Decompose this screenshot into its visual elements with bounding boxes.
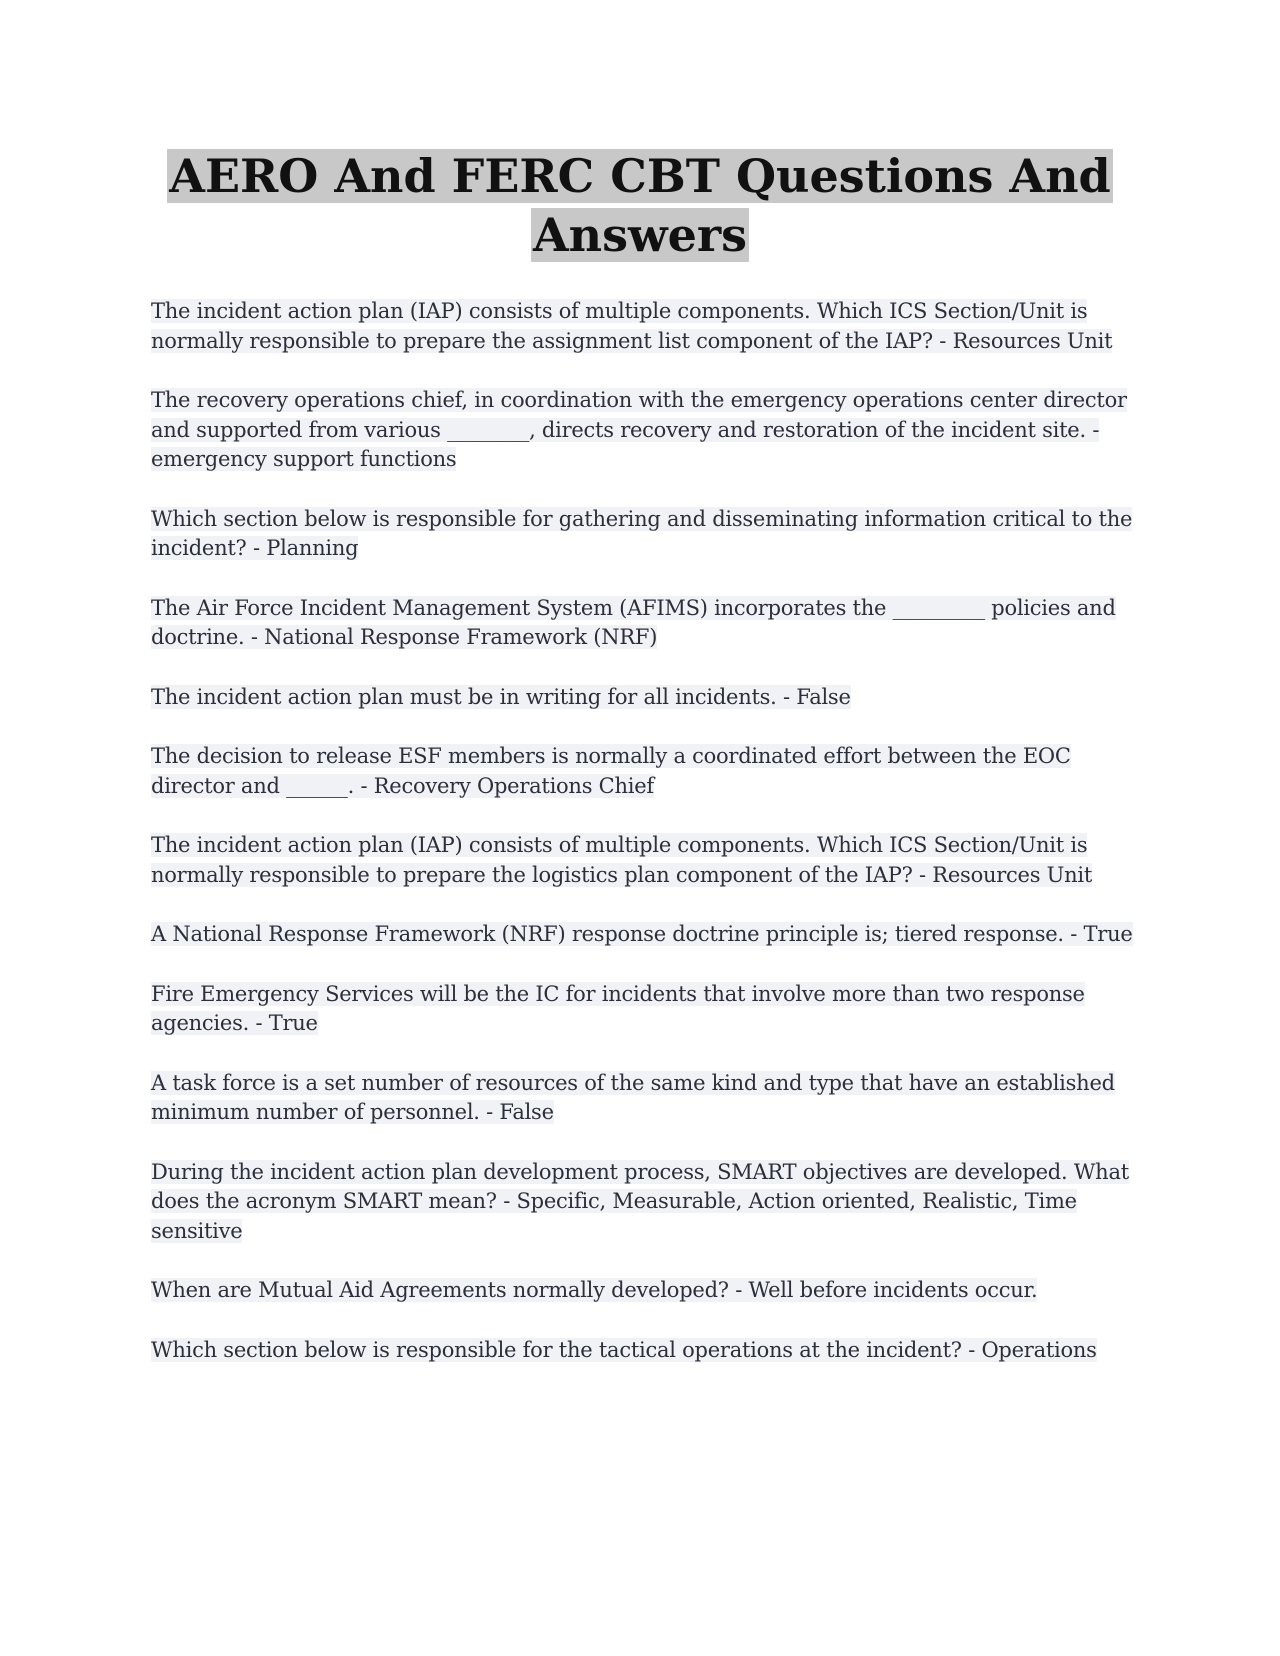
qa-text: When are Mutual Aid Agreements normally developed? - Well before incidents occur. — [151, 1278, 1038, 1302]
qa-text: A National Response Framework (NRF) response doctrine principle is; tiered response. - True — [151, 922, 1133, 946]
qa-text: During the incident action plan development process, SMART objectives are developed. What does the acronym SMART mean? - Specific, Measurable, Action oriented, Realistic, Time sensitive — [151, 1159, 1129, 1243]
qa-item — [151, 920, 1141, 950]
qa-item — [151, 1276, 1141, 1306]
qa-text: The incident action plan (IAP) consists of multiple components. Which ICS Section/Unit is normally responsible to prepare the assignment list component of the IAP? - Resources Unit — [151, 299, 1113, 353]
qa-text: The incident action plan (IAP) consists of multiple components. Which ICS Section/Unit is normally responsible to prepare the logistics plan component of the IAP? - Resources Unit — [151, 833, 1093, 887]
qa-text: The decision to release ESF members is normally a coordinated effort between the EOC director and ______. - Recovery Operations Chief — [151, 744, 1071, 798]
qa-item — [151, 742, 1141, 801]
qa-text: Which section below is responsible for the tactical operations at the incident? - Operations — [151, 1337, 1097, 1362]
qa-text: Which section below is responsible for gathering and disseminating information critical to the incident? - Planning — [151, 506, 1133, 560]
qa-item — [151, 297, 1141, 356]
qa-item — [151, 1158, 1141, 1247]
qa-item — [151, 980, 1141, 1039]
qa-item — [151, 505, 1141, 564]
qa-item — [151, 1069, 1141, 1128]
qa-item — [151, 386, 1141, 475]
qa-list — [151, 297, 1141, 1395]
document-title — [150, 147, 1130, 265]
qa-item — [151, 594, 1141, 653]
qa-item — [151, 1336, 1141, 1366]
qa-text: The incident action plan must be in writing for all incidents. - False — [151, 684, 851, 709]
qa-text: The recovery operations chief, in coordination with the emergency operations center director and supported from various ________, directs recovery and restoration of the incident site. - emergency support functions — [151, 388, 1127, 471]
qa-text: A task force is a set number of resources of the same kind and type that have an established minimum number of personnel. - False — [151, 1070, 1115, 1124]
qa-text: The Air Force Incident Management System (AFIMS) incorporates the _________ policies and doctrine. - National Response Framework (NRF) — [151, 595, 1116, 649]
qa-item — [151, 831, 1141, 890]
qa-text: Fire Emergency Services will be the IC for incidents that involve more than two response agencies. - True — [151, 981, 1085, 1035]
qa-item — [151, 683, 1141, 713]
document-title-text: AERO And FERC CBT Questions And Answers — [169, 149, 1111, 262]
